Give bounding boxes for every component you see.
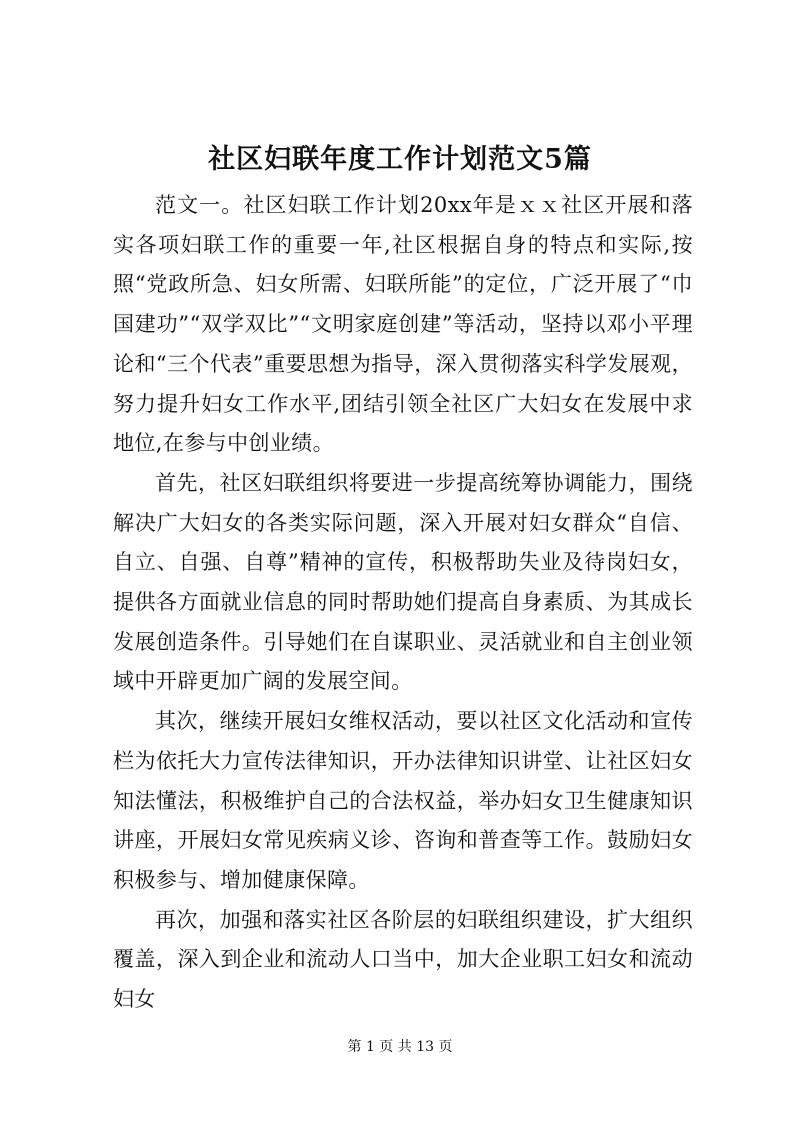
document-body xyxy=(113,186,693,1020)
paragraph-4: 再次，加强和落实社区各阶层的妇联组织建设，扩大组织覆盖，深入到企业和流动人口当中，加大企业职工妇女和流动妇女 xyxy=(113,907,693,1012)
document-title: 社区妇联年度工作计划范文5篇 xyxy=(208,144,592,175)
paragraph-2: 首先，社区妇联组织将要进一步提高统筹协调能力，围绕解决广大妇女的各类实际问题，深入开展对妇女群众“自信、自立、自强、自尊”精神的宣传，积极帮助失业及待岗妇女，提供各方面就业信息的同时帮助她们提高自身素质、为其成长发展创造条件。引导她们在自谋职业、灵活就业和自主创业领域中开辟更加广阔的发展空间。 xyxy=(113,470,693,694)
page-footer: 第 1 页 共 13 页 xyxy=(347,1039,453,1055)
paragraph-1: 范文一。社区妇联工作计划20xx年是ｘｘ社区开展和落实各项妇联工作的重要一年,社区根据自身的特点和实际,按照“党政所急、妇女所需、妇联所能”的定位，广泛开展了“巾国建功”“双学双比”“文明家庭创建”等活动，坚持以邓小平理论和“三个代表”重要思想为指导，深入贯彻落实科学发展观，努力提升妇女工作水平,团结引领全社区广大妇女在发展中求地位,在参与中创业绩。 xyxy=(113,193,693,456)
paragraph-3: 其次，继续开展妇女维权活动，要以社区文化活动和宣传栏为依托大力宣传法律知识，开办法律知识讲堂、让社区妇女知法懂法，积极维护自己的合法权益，举办妇女卫生健康知识讲座，开展妇女常见疾病义诊、咨询和普查等工作。鼓励妇女积极参与、增加健康保障。 xyxy=(113,709,693,892)
